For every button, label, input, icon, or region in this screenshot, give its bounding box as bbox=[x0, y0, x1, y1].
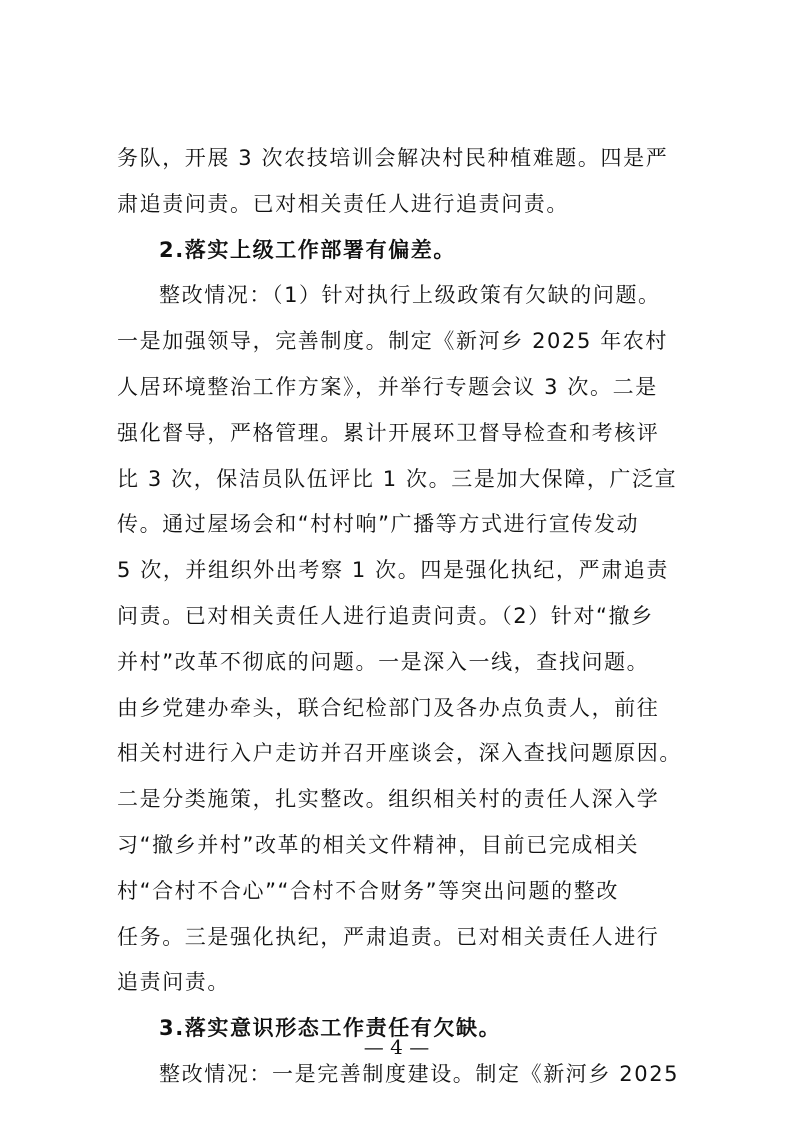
body-line: 整改情况：（1）针对执行上级政策有欠缺的问题。 bbox=[159, 283, 661, 308]
body-line: 肃追责问责。已对相关责任人进行追责问责。 bbox=[117, 191, 569, 216]
body-line: 5 次，并组织外出考察 1 次。四是强化执纪，严肃追责 bbox=[117, 558, 669, 583]
body-line: 村“合村不合心”“合村不合财务”等突出问题的整改 bbox=[117, 878, 619, 903]
body-line: 一是加强领导，完善制度。制定《新河乡 2025 年农村 bbox=[117, 329, 668, 354]
body-line: 强化督导，严格管理。累计开展环卫督导检查和考核评 bbox=[117, 420, 660, 445]
body-line: 二是分类施策，扎实整改。组织相关村的责任人深入学 bbox=[117, 787, 660, 812]
body-line: 由乡党建办牵头，联合纪检部门及各办点负责人，前往 bbox=[117, 695, 660, 720]
body-line: 比 3 次，保洁员队伍评比 1 次。三是加大保障，广泛宣 bbox=[117, 466, 678, 491]
body-line: 相关村进行入户走访并召开座谈会，深入查找问题原因。 bbox=[117, 741, 682, 766]
body-line: 问责。已对相关责任人进行追责问责。（2）针对“撤乡 bbox=[117, 603, 654, 628]
body-line: 任务。三是强化执纪，严肃追责。已对相关责任人进行 bbox=[117, 924, 660, 949]
body-line: 并村”改革不彻底的问题。一是深入一线，查找问题。 bbox=[117, 649, 650, 674]
page-number: — 4 — bbox=[363, 1035, 430, 1059]
body-line: 习“撤乡并村”改革的相关文件精神，目前已完成相关 bbox=[117, 832, 640, 857]
body-line: 务队，开展 3 次农技培训会解决村民种植难题。四是严 bbox=[117, 146, 669, 170]
body-line: 整改情况：一是完善制度建设。制定《新河乡 2025 bbox=[159, 1061, 680, 1086]
section-heading: 3.落实意识形态工作责任有欠缺。 bbox=[159, 1016, 502, 1041]
section-heading: 2.落实上级工作部署有偏差。 bbox=[159, 237, 456, 262]
body-line: 传。通过屋场会和“村村响”广播等方式进行宣传发动 bbox=[117, 512, 640, 537]
document-body bbox=[117, 136, 697, 1098]
body-line: 追责问责。 bbox=[117, 970, 230, 995]
body-line: 人居环境整治工作方案》，并举行专题会议 3 次。二是 bbox=[117, 374, 658, 399]
